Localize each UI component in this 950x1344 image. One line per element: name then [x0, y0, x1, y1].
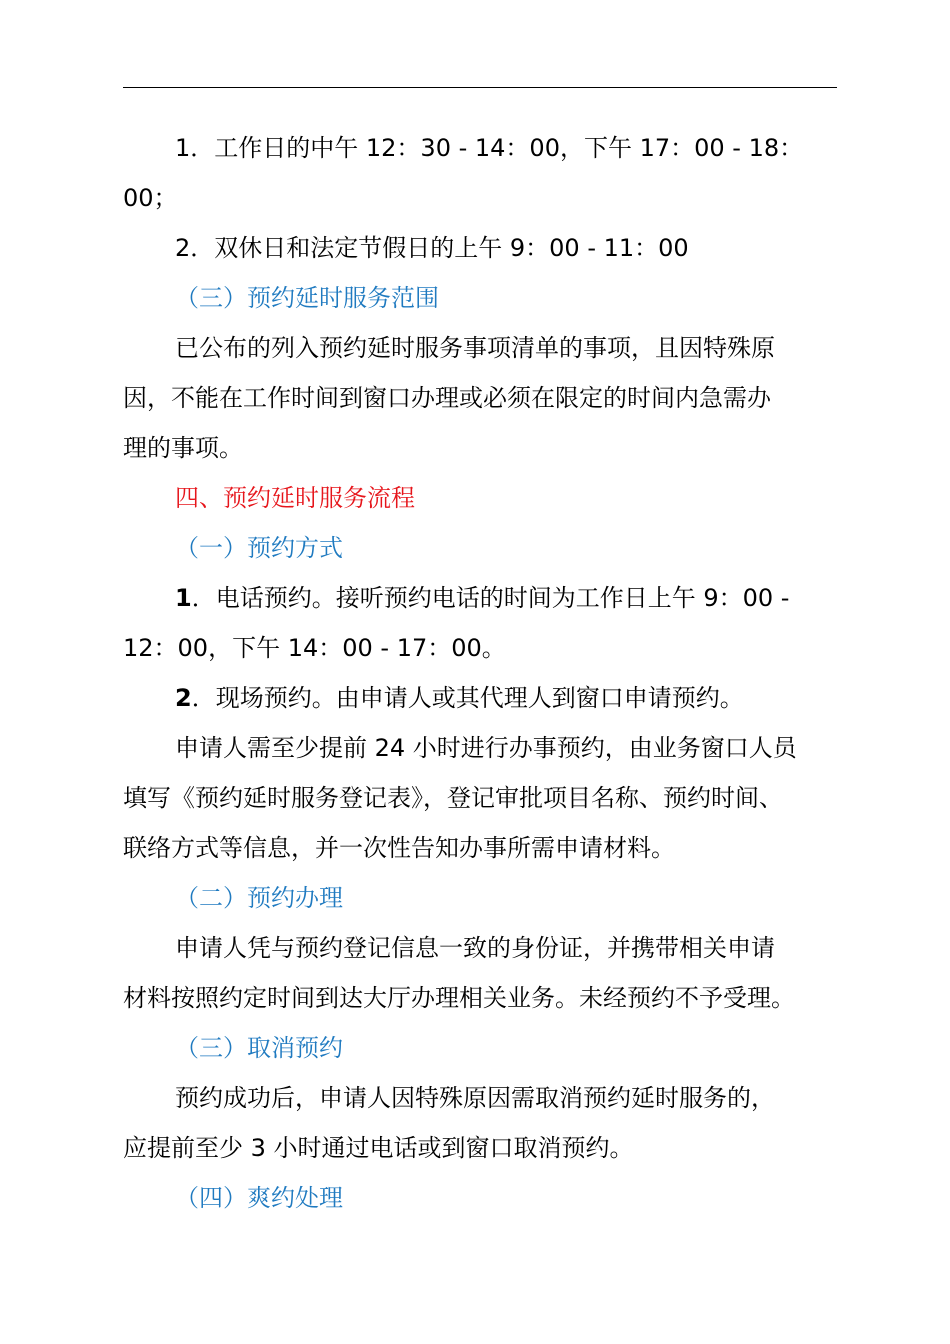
- paragraph-line: 理的事项。: [123, 434, 243, 462]
- subsection-heading: （二）预约办理: [175, 884, 343, 912]
- paragraph-line: 因，不能在工作时间到窗口办理或必须在限定的时间内急需办: [123, 384, 771, 412]
- subsection-heading: （四）爽约处理: [175, 1184, 343, 1212]
- item-number: 2: [175, 684, 192, 712]
- section-heading: 四、预约延时服务流程: [175, 484, 415, 512]
- paragraph-line: 1．工作日的中午 12：30 - 14：00，下午 17：00 - 18：: [175, 134, 804, 162]
- paragraph-line: [175, 683, 744, 713]
- paragraph-line: 材料按照约定时间到达大厅办理相关业务。未经预约不予受理。: [123, 984, 795, 1012]
- paragraph-line: 已公布的列入预约延时服务事项清单的事项，且因特殊原: [175, 334, 775, 362]
- paragraph-line: 00；: [123, 184, 178, 212]
- paragraph-line: 应提前至少 3 小时通过电话或到窗口取消预约。: [123, 1134, 634, 1162]
- paragraph-line: 申请人需至少提前 24 小时进行办事预约，由业务窗口人员: [175, 734, 797, 762]
- paragraph-line: 联络方式等信息，并一次性告知办事所需申请材料。: [123, 834, 675, 862]
- paragraph-line: 填写《预约延时服务登记表》，登记审批项目名称、预约时间、: [123, 784, 783, 812]
- item-text: ．电话预约。接听预约电话的时间为工作日上午 9：00 -: [191, 584, 790, 612]
- subsection-heading: （三）预约延时服务范围: [175, 284, 439, 312]
- paragraph-line: 预约成功后，申请人因特殊原因需取消预约延时服务的，: [175, 1084, 775, 1112]
- item-number: 1: [175, 584, 192, 612]
- paragraph-line: 12：00，下午 14：00 - 17：00。: [123, 634, 506, 662]
- item-text: ．现场预约。由申请人或其代理人到窗口申请预约。: [191, 684, 744, 712]
- subsection-heading: （三）取消预约: [175, 1034, 343, 1062]
- paragraph-line: [175, 583, 789, 613]
- header-rule: [123, 87, 837, 88]
- subsection-heading: （一）预约方式: [175, 534, 343, 562]
- paragraph-line: 申请人凭与预约登记信息一致的身份证，并携带相关申请: [175, 934, 775, 962]
- paragraph-line: 2．双休日和法定节假日的上午 9：00 - 11：00: [175, 234, 689, 262]
